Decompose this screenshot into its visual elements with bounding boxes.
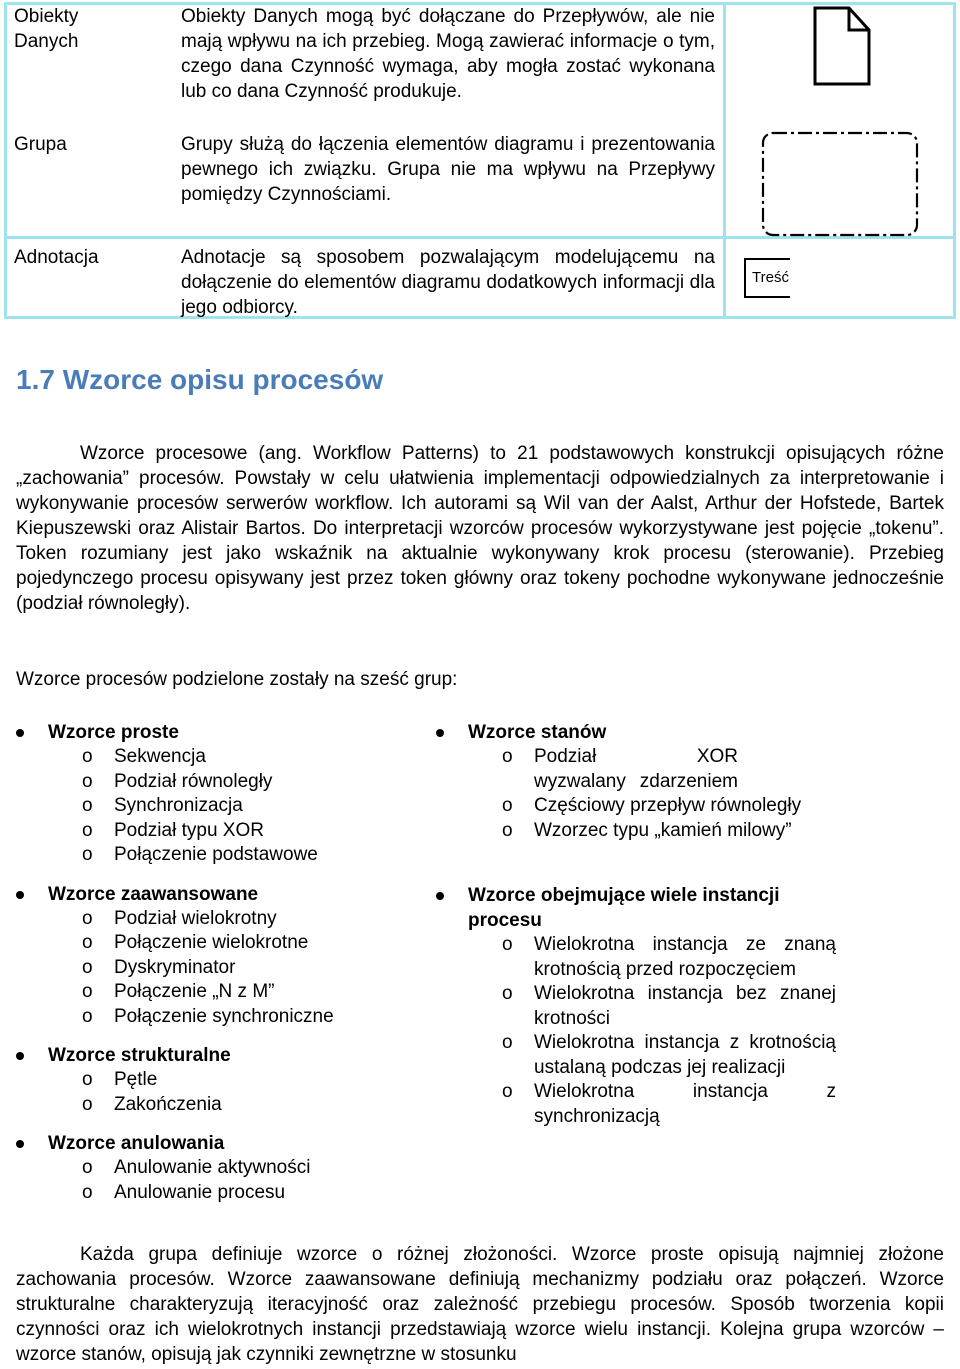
pattern-group xyxy=(436,883,836,1129)
list-item: o Połączenie synchroniczne xyxy=(82,1005,334,1027)
table-row-name: Obiekty Danych xyxy=(14,6,79,52)
list-item: o Częściowy przepływ równoległy xyxy=(502,795,802,816)
bullet-icon xyxy=(16,1140,24,1148)
list-item: o Podział równoległy xyxy=(82,770,273,792)
pattern-group xyxy=(16,720,388,868)
list-item: o Wzorzec typu „kamień milowy” xyxy=(502,819,792,841)
pattern-groups-right xyxy=(436,720,836,1129)
bullet-icon xyxy=(16,891,24,899)
data-object-icon xyxy=(811,6,871,86)
table-row-name: Adnotacja xyxy=(14,247,99,268)
intro-paragraph: Wzorce procesowe (ang. Workflow Patterns) to 21 podstawowych konstrukcji opisujących różne „zachowania” procesów. Powstały w celu ułatwienia implementacji odpowiedzialnych za interpretowanie i wykonywanie procesów serwerów workflow. Ich autorami są Wil van der Aalst, Arthur der Hofstede, Bartek Kiepuszewski oraz Alistair Bartos. Do interpretacji wzorców procesów wykorzystywane jest pojęcie „tokenu”. Token rozumiany jest jako wskaźnik na aktualnie wykonywany krok procesu (sterowanie). Przebieg pojedynczego procesu opisywany jest przez token główny oraz tokeny pochodne wykonywane jednocześnie (podział równoległy). xyxy=(16,443,944,614)
pattern-group xyxy=(436,720,836,843)
pattern-group-title: Wzorce obejmujące wiele instancji procesu xyxy=(468,885,780,931)
list-item: o Zakończenia xyxy=(82,1093,222,1115)
pattern-group-title: Wzorce proste xyxy=(48,722,179,743)
bullet-icon xyxy=(436,729,444,737)
groups-intro-paragraph: Wzorce procesów podzielone zostały na sześć grup: xyxy=(16,669,458,690)
list-item: o Anulowanie procesu xyxy=(82,1181,286,1203)
list-item: o Synchronizacja xyxy=(82,795,243,816)
table-row-description: Grupy służą do łączenia elementów diagramu i prezentowania pewnego ich związku. Grupa nie ma wpływu na Przepływy pomiędzy Czynnościami. xyxy=(181,134,715,205)
list-item: o Podział typu XOR xyxy=(82,819,264,841)
pattern-groups-left xyxy=(16,720,388,1205)
pattern-group-title: Wzorce anulowania xyxy=(48,1133,225,1154)
table-row-name: Grupa xyxy=(14,134,67,155)
pattern-group-title: Wzorce zaawansowane xyxy=(48,883,259,905)
annotation-text: Treść xyxy=(752,269,789,286)
group-icon xyxy=(760,130,920,238)
list-item: o Podział wielokrotny xyxy=(82,907,277,929)
table-row-description: Obiekty Danych mogą być dołączane do Przepływów, ale nie mają wpływu na ich przebieg. Mogą zawierać informacje o tym, czego dana Czynność wymaga, aby mogła zostać wykonana lub co dana Czynność produkuje. xyxy=(181,6,715,102)
list-item: o Wielokrotna instancja z krotnością ustalaną podczas jej realizacji xyxy=(502,1032,836,1078)
list-item: o Połączenie wielokrotne xyxy=(82,932,309,953)
annotation-icon xyxy=(744,258,790,298)
bullet-icon xyxy=(16,729,24,737)
list-item: o Wielokrotna instancja ze znaną krotnością przed rozpoczęciem xyxy=(502,934,836,980)
list-item: o Podział XOR wyzwalany zdarzeniem xyxy=(502,746,738,792)
pattern-group xyxy=(16,882,388,1030)
list-item: o Wielokrotna instancja bez znanej krotności xyxy=(502,983,836,1029)
section-heading: 1.7 Wzorce opisu procesów xyxy=(16,364,384,395)
list-item: o Sekwencja xyxy=(82,746,206,767)
bpmn-elements-table xyxy=(4,2,956,318)
bullet-icon xyxy=(16,1052,24,1060)
list-item: o Pętle xyxy=(82,1069,158,1090)
closing-paragraph: Każda grupa definiuje wzorce o różnej złożoności. Wzorce proste opisują najmniej złożone zachowania procesów. Wzorce zaawansowane definiują mechanizmy podziału oraz połączeń. Wzorce strukturalne charakteryzują iteracyjność oraz zależność przebiegu procesów. Sposób tworzenia kopii czynności oraz ich wielokrotnych instancji przedstawiają wzorce wielu instancji. Kolejna grupa wzorców – wzorce stanów, opisują jak czynniki zewnętrzne w stosunku xyxy=(16,1244,944,1365)
list-item: o Anulowanie aktywności xyxy=(82,1157,311,1178)
pattern-group xyxy=(16,1131,388,1205)
list-item: o Wielokrotna instancja z synchronizacją xyxy=(502,1081,836,1127)
pattern-group xyxy=(16,1043,388,1117)
list-item: o Połączenie „N z M” xyxy=(82,981,275,1002)
bullet-icon xyxy=(436,892,444,900)
table-row-description: Adnotacje są sposobem pozwalającym modelującemu na dołączenie do elementów diagramu dodatkowych informacji dla jego odbiorcy. xyxy=(181,247,715,318)
list-item: o Połączenie podstawowe xyxy=(82,844,318,865)
list-item: o Dyskryminator xyxy=(82,956,236,978)
pattern-group-title: Wzorce stanów xyxy=(468,722,607,743)
pattern-group-title: Wzorce strukturalne xyxy=(48,1045,231,1066)
